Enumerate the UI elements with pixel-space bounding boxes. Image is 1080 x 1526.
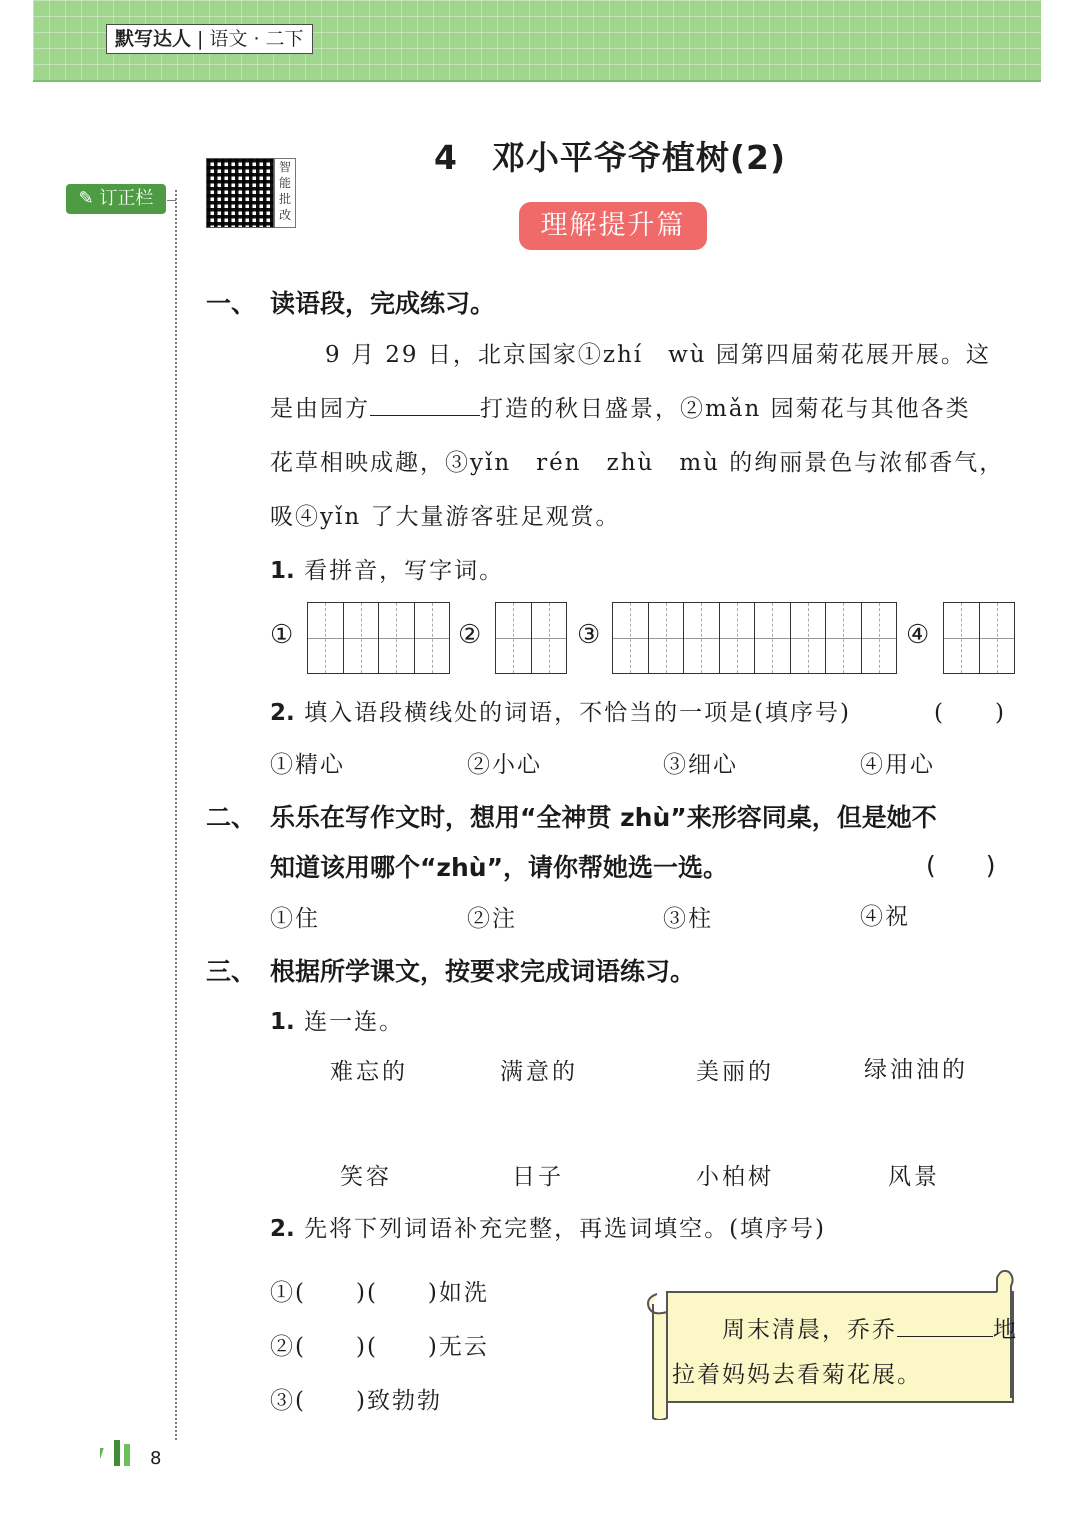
page-number: 8: [150, 1448, 162, 1469]
q1-sub2-text: 填入语段横线处的词语，不恰当的一项是(填序号): [304, 700, 852, 726]
match-top-word-3[interactable]: 美丽的: [696, 1059, 774, 1085]
match-bottom-word-1[interactable]: 笑容: [340, 1164, 392, 1190]
q3-heading-text: 根据所学课文，按要求完成词语练习。: [270, 957, 696, 986]
correction-tag: ✎ 订正栏: [66, 184, 166, 214]
scroll-line-1-b: 地: [993, 1317, 1018, 1343]
match-bottom-word-2[interactable]: 日子: [512, 1164, 564, 1190]
q2-number: 二、: [206, 803, 257, 832]
writing-grid-2[interactable]: [495, 602, 567, 674]
match-bottom-word-4[interactable]: 风景: [888, 1164, 940, 1190]
q1-sub2-number: 2.: [270, 700, 295, 726]
grid-cell[interactable]: [862, 603, 897, 673]
grid-cell[interactable]: [684, 603, 720, 673]
q1-passage-line-2: [270, 390, 971, 423]
grid-cell[interactable]: [344, 603, 380, 673]
q3-sub1-number: 1.: [270, 1009, 295, 1035]
fill-item-1[interactable]: ①( )( )如洗: [270, 1280, 489, 1306]
grid-cell[interactable]: [532, 603, 567, 673]
grid-cell[interactable]: [496, 603, 532, 673]
match-top-word-4[interactable]: 绿油油的: [864, 1057, 968, 1083]
book-spines-icon: [100, 1438, 140, 1466]
match-bottom-word-3[interactable]: 小柏树: [696, 1164, 774, 1190]
lesson-title: 4 邓小平爷爷植树(2): [433, 138, 787, 177]
grid-cell[interactable]: [415, 603, 450, 673]
scroll-line-2: 拉着妈妈去看菊花展。: [672, 1362, 922, 1388]
grid-cell[interactable]: [649, 603, 685, 673]
grid-cell[interactable]: [379, 603, 415, 673]
q3-sub2-text: 先将下列词语补充完整，再选词填空。(填序号): [304, 1216, 827, 1242]
grid-label-1: ①: [270, 620, 294, 650]
match-top-word-2[interactable]: 满意的: [500, 1059, 578, 1085]
q3-sub2: [270, 1210, 826, 1243]
q2-heading: [206, 798, 937, 834]
q1-option-4: ④用心: [860, 752, 935, 778]
match-top-word-1[interactable]: 难忘的: [330, 1059, 408, 1085]
q2-option-1: ①住: [270, 906, 320, 932]
q1-option-1: ①精心: [270, 752, 345, 778]
grid-cell[interactable]: [755, 603, 791, 673]
scroll-decoration: [645, 1268, 1015, 1420]
fill-item-2[interactable]: ②( )( )无云: [270, 1334, 489, 1360]
fill-item-3[interactable]: ③( )致勃勃: [270, 1388, 442, 1414]
q3-heading: [206, 952, 695, 988]
q3-number: 三、: [206, 957, 257, 986]
writing-grid-1[interactable]: [307, 602, 450, 674]
writing-grid-4[interactable]: [943, 602, 1015, 674]
q1-sub1: [270, 552, 504, 585]
q3-sub1-text: 连一连。: [304, 1009, 405, 1035]
book-tag: [106, 24, 313, 54]
q1-passage-line-4: 吸④yǐn 了大量游客驻足观赏。: [270, 504, 621, 530]
q3-sub2-number: 2.: [270, 1216, 295, 1242]
scroll-line-1-a: 周末清晨，乔乔: [722, 1317, 897, 1343]
correction-label: 订正栏: [99, 188, 154, 209]
q1-sub2-answer-paren[interactable]: ( ): [934, 700, 1006, 726]
grid-label-4: ④: [906, 620, 930, 650]
q1-passage-line-1: 9 月 29 日，北京国家①zhí wù 园第四届菊花展开展。这: [325, 342, 991, 368]
qr-code-icon[interactable]: [206, 158, 274, 228]
q1-sub2: [270, 694, 851, 727]
subject-grade: 语文 · 二下: [209, 28, 304, 50]
q1-heading: [206, 284, 495, 320]
passage-text-a: 是由园方: [270, 396, 370, 422]
grid-cell[interactable]: [980, 603, 1015, 673]
passage-blank[interactable]: [370, 395, 480, 416]
grid-label-3: ③: [577, 620, 601, 650]
book-name: 默写达人: [115, 28, 192, 50]
q2-answer-paren[interactable]: ( ): [926, 851, 996, 880]
q1-option-2: ②小心: [467, 752, 542, 778]
grid-cell[interactable]: [826, 603, 862, 673]
qr-label: 智能批改: [274, 158, 296, 228]
q1-heading-text: 读语段，完成练习。: [270, 289, 496, 318]
q1-option-3: ③细心: [663, 752, 738, 778]
q2-option-2: ②注: [467, 906, 517, 932]
grid-cell[interactable]: [613, 603, 649, 673]
q1-sub1-text: 看拼音，写字词。: [304, 558, 505, 584]
grid-label-2: ②: [458, 620, 482, 650]
q2-option-3: ③柱: [663, 906, 713, 932]
q1-number: 一、: [206, 289, 257, 318]
q2-option-4: ④祝: [860, 904, 910, 930]
scroll-blank[interactable]: [897, 1316, 993, 1337]
writing-grid-3[interactable]: [612, 602, 897, 674]
correction-column-divider: [175, 190, 177, 1440]
section-badge: 理解提升篇: [519, 202, 707, 250]
grid-cell[interactable]: [720, 603, 756, 673]
grid-cell[interactable]: [791, 603, 827, 673]
q3-sub1: [270, 1003, 404, 1036]
grid-cell[interactable]: [944, 603, 980, 673]
q1-passage-line-3: 花草相映成趣，③yǐn rén zhù mù 的绚丽景色与浓郁香气，: [270, 450, 1005, 476]
q1-sub1-number: 1.: [270, 558, 295, 584]
tag-separator: |: [197, 28, 204, 50]
grid-cell[interactable]: [308, 603, 344, 673]
scroll-line-1: [722, 1311, 1018, 1344]
passage-text-b: 打造的秋日盛景，②mǎn 园菊花与其他各类: [480, 396, 971, 422]
q2-heading-line-2: 知道该用哪个“zhù”，请你帮她选一选。: [270, 853, 729, 882]
q2-heading-line-1: 乐乐在写作文时，想用“全神贯 zhù”来形容同桌，但是她不: [270, 803, 937, 832]
